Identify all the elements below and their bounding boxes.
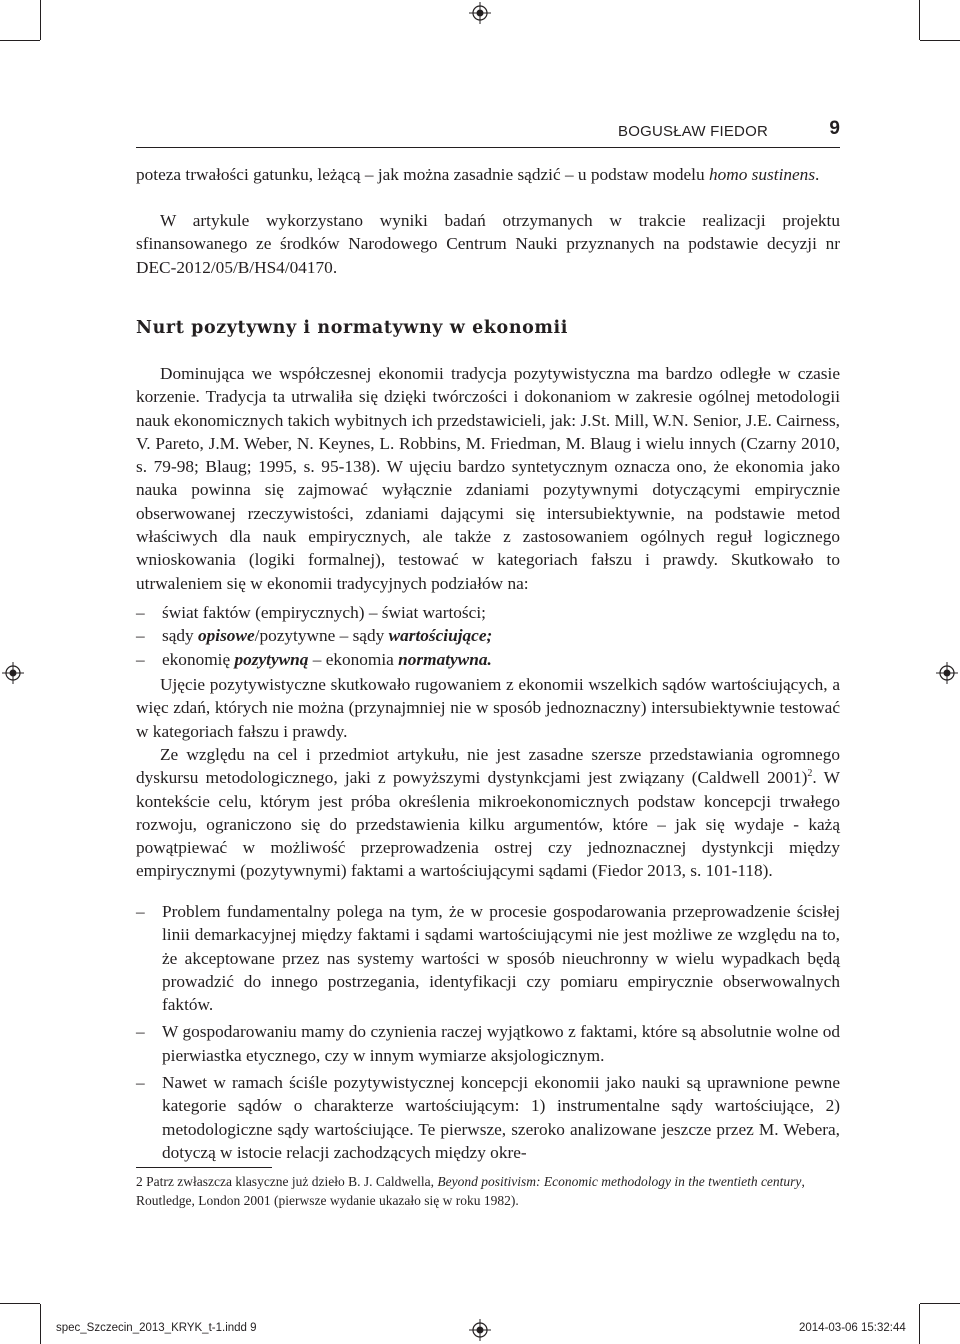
footnote-number: 2 xyxy=(136,1174,143,1189)
registration-mark-top-icon xyxy=(469,2,491,24)
list-item xyxy=(136,900,840,1016)
emphasis-text: wartościujące; xyxy=(388,626,493,646)
list-item xyxy=(136,624,840,647)
crop-mark-bottom-right-h xyxy=(920,1303,960,1304)
registration-mark-bottom-icon xyxy=(469,1319,491,1341)
list-item-text: sądy xyxy=(162,626,198,646)
list-item-text: Nawet w ramach ściśle pozytywistycznej koncepcji ekonomii jako nauki są uprawnione pewne kategorie sądów o charakterze wartościującym: 1) instrumentalne sądy wartościujące, 2) metodologiczne sądy wartościujące. Te pierwsze, szeroko analizowane jeszcze przez M. Webera, dotyczą w istocie relacji zachodzących między okre- xyxy=(162,1073,840,1162)
list-dash: – xyxy=(136,649,145,669)
list-item-text: W gospodarowaniu mamy do czynienia raczej wyjątkowo z faktami, które są absolutnie wolne od pierwiastka etycznego, czy w innym wymiarze aksjologicznym. xyxy=(162,1022,840,1065)
footnote-text: , Routledge, London 2001 (pierwsze wydanie ukazało się w roku 1982). xyxy=(136,1174,805,1208)
page-number: 9 xyxy=(829,118,840,139)
registration-mark-left-icon xyxy=(2,662,24,684)
running-head: BOGUSŁAW FIEDOR xyxy=(618,123,768,140)
list-item-text: ekonomię xyxy=(162,649,235,669)
emphasis-text: normatywna. xyxy=(398,649,492,669)
paragraph-scope xyxy=(136,743,840,883)
arguments-list xyxy=(136,900,840,1164)
emphasis-text: homo sustinens xyxy=(708,165,816,184)
list-item-text: świat faktów (empirycznych) – świat wartości; xyxy=(162,603,486,622)
crop-mark-top-left-h xyxy=(0,40,40,41)
footnote-rule xyxy=(136,1167,272,1168)
paragraph-text: . W kontekście celu, którym jest próba określenia mikroekonomicznych podstaw koncepcji trwałego rozwoju, ograniczono się do przedstawienia kilku argumentów, które – jak się wydaje - każą powątpiewać w możliwość przeprowadzenia ostrej czy jednoznacznej dystynkcji między empirycznymi (pozytywnymi) faktami a wartościującymi sądami (Fiedor 2013, s. 101-118). xyxy=(136,768,840,881)
list-item xyxy=(136,648,840,671)
crop-mark-top-right-h xyxy=(920,40,960,41)
paragraph-text: Ze względu na cel i przedmiot artykułu, nie jest zasadne szersze przedstawiania ogromnego dyskursu metodologicznego, jaki z powyższymi dystynkcjami jest związany (Caldwell 2001) xyxy=(136,745,840,788)
list-item xyxy=(136,601,840,624)
list-item xyxy=(136,1071,840,1164)
paragraph-continuation xyxy=(136,163,840,186)
paragraph-funding: W artykule wykorzystano wyniki badań otrzymanych w trakcie realizacji projektu sfinansowanego ze środków Narodowego Centrum Nauki przyznanych na podstawie decyzji nr DEC-2012/05/B/HS4/04170. xyxy=(136,211,840,277)
dichotomy-list xyxy=(136,601,840,671)
paragraph-text: poteza trwałości gatunku, leżącą – jak można zasadnie sądzić – u podstaw modelu xyxy=(136,165,709,184)
paragraph-intro: Dominująca we współczesnej ekonomii tradycja pozytywistyczna ma bardzo odległe w czasie korzenie. Tradycja ta utrwaliła się dzięki twórczości i dokonaniom w zakresie ogólnej metodologii nauk ekonomicznych takich wybitnych ich przedstawicieli, jak: J.St. Mill, W.N. Senior, J.E. Cairness, V. Pareto, J.M. Weber, N. Keynes, L. Robbins, M. Friedman, M. Blaug i wielu innych (Czarny 2010, s. 79-98; Blaug; 1995, s. 95-138). W ujęciu bardzo syntetycznym oznacza ono, że ekonomia jako nauka powinna się zajmować wyłącznie zdaniami pozytywnymi dotyczącymi empirycznie obserwowanej rzeczywistości, zdaniami dającymi się intersubiektywnie, na podstawie metod właściwych dla nauk empirycznych, ale także z zastosowaniem ogólnych reguł logicznego wnioskowania (logiki formalnej), testować w kategoriach fałszu i prawdy. Skutkowało to utrwaleniem się w ekonomii tradycyjnych podziałów na: xyxy=(136,364,840,593)
emphasis-text: opisowe xyxy=(198,626,255,646)
list-dash: – xyxy=(136,1073,145,1093)
list-item-text: Problem fundamentalny polega na tym, że w procesie gospodarowania przeprowadzenie ścisłej linii demarkacyjnej między faktami i sądami wartościującymi nie jest możliwe ze względu na to, że akceptowane przez nas systemy wartości w sposób nieuchronny w wielu wypadkach będą prowadzić do innego postrzegania, identyfikacji czy pomiaru empirycznie obserwowalnych faktów. xyxy=(162,902,840,1015)
crop-mark-bottom-right-v xyxy=(919,1304,920,1344)
crop-mark-bottom-left-h xyxy=(0,1303,40,1304)
footnote xyxy=(136,1172,840,1210)
slug-file: spec_Szczecin_2013_KRYK_t-1.indd 9 xyxy=(56,1322,257,1334)
list-dash: – xyxy=(136,603,145,622)
paragraph-positivist: Ujęcie pozytywistyczne skutkowało rugowaniem z ekonomii wszelkich sądów wartościujących, a więc zdań, których nie można (przynajmniej nie w sposób jednoznaczny) intersubiektywnie testować w kategoriach fałszu i prawdy. xyxy=(136,675,840,741)
footnote-ref: 2 xyxy=(807,768,813,780)
footnote-title: Beyond positivism: Economic methodology in the twentieth century xyxy=(437,1174,802,1189)
crop-mark-top-right-v xyxy=(919,0,920,40)
crop-mark-top-left-v xyxy=(40,0,41,40)
emphasis-text: pozytywną xyxy=(234,649,309,669)
list-item-text: – ekonomia xyxy=(308,649,399,669)
crop-mark-bottom-left-v xyxy=(40,1304,41,1344)
paragraph-text: . xyxy=(815,165,820,184)
page-header xyxy=(136,117,840,148)
list-dash: – xyxy=(136,626,145,646)
list-dash: – xyxy=(136,902,145,921)
footnote-text: Patrz zwłaszcza klasyczne już dzieło B. J. Caldwella, xyxy=(142,1174,438,1189)
registration-mark-right-icon xyxy=(936,662,958,684)
section-heading: Nurt pozytywny i normatywny w ekonomii xyxy=(136,318,569,338)
list-dash: – xyxy=(136,1022,145,1042)
list-item-text: /pozytywne – sądy xyxy=(254,626,389,646)
list-item xyxy=(136,1020,840,1067)
slug-timestamp: 2014-03-06 15:32:44 xyxy=(799,1322,906,1334)
